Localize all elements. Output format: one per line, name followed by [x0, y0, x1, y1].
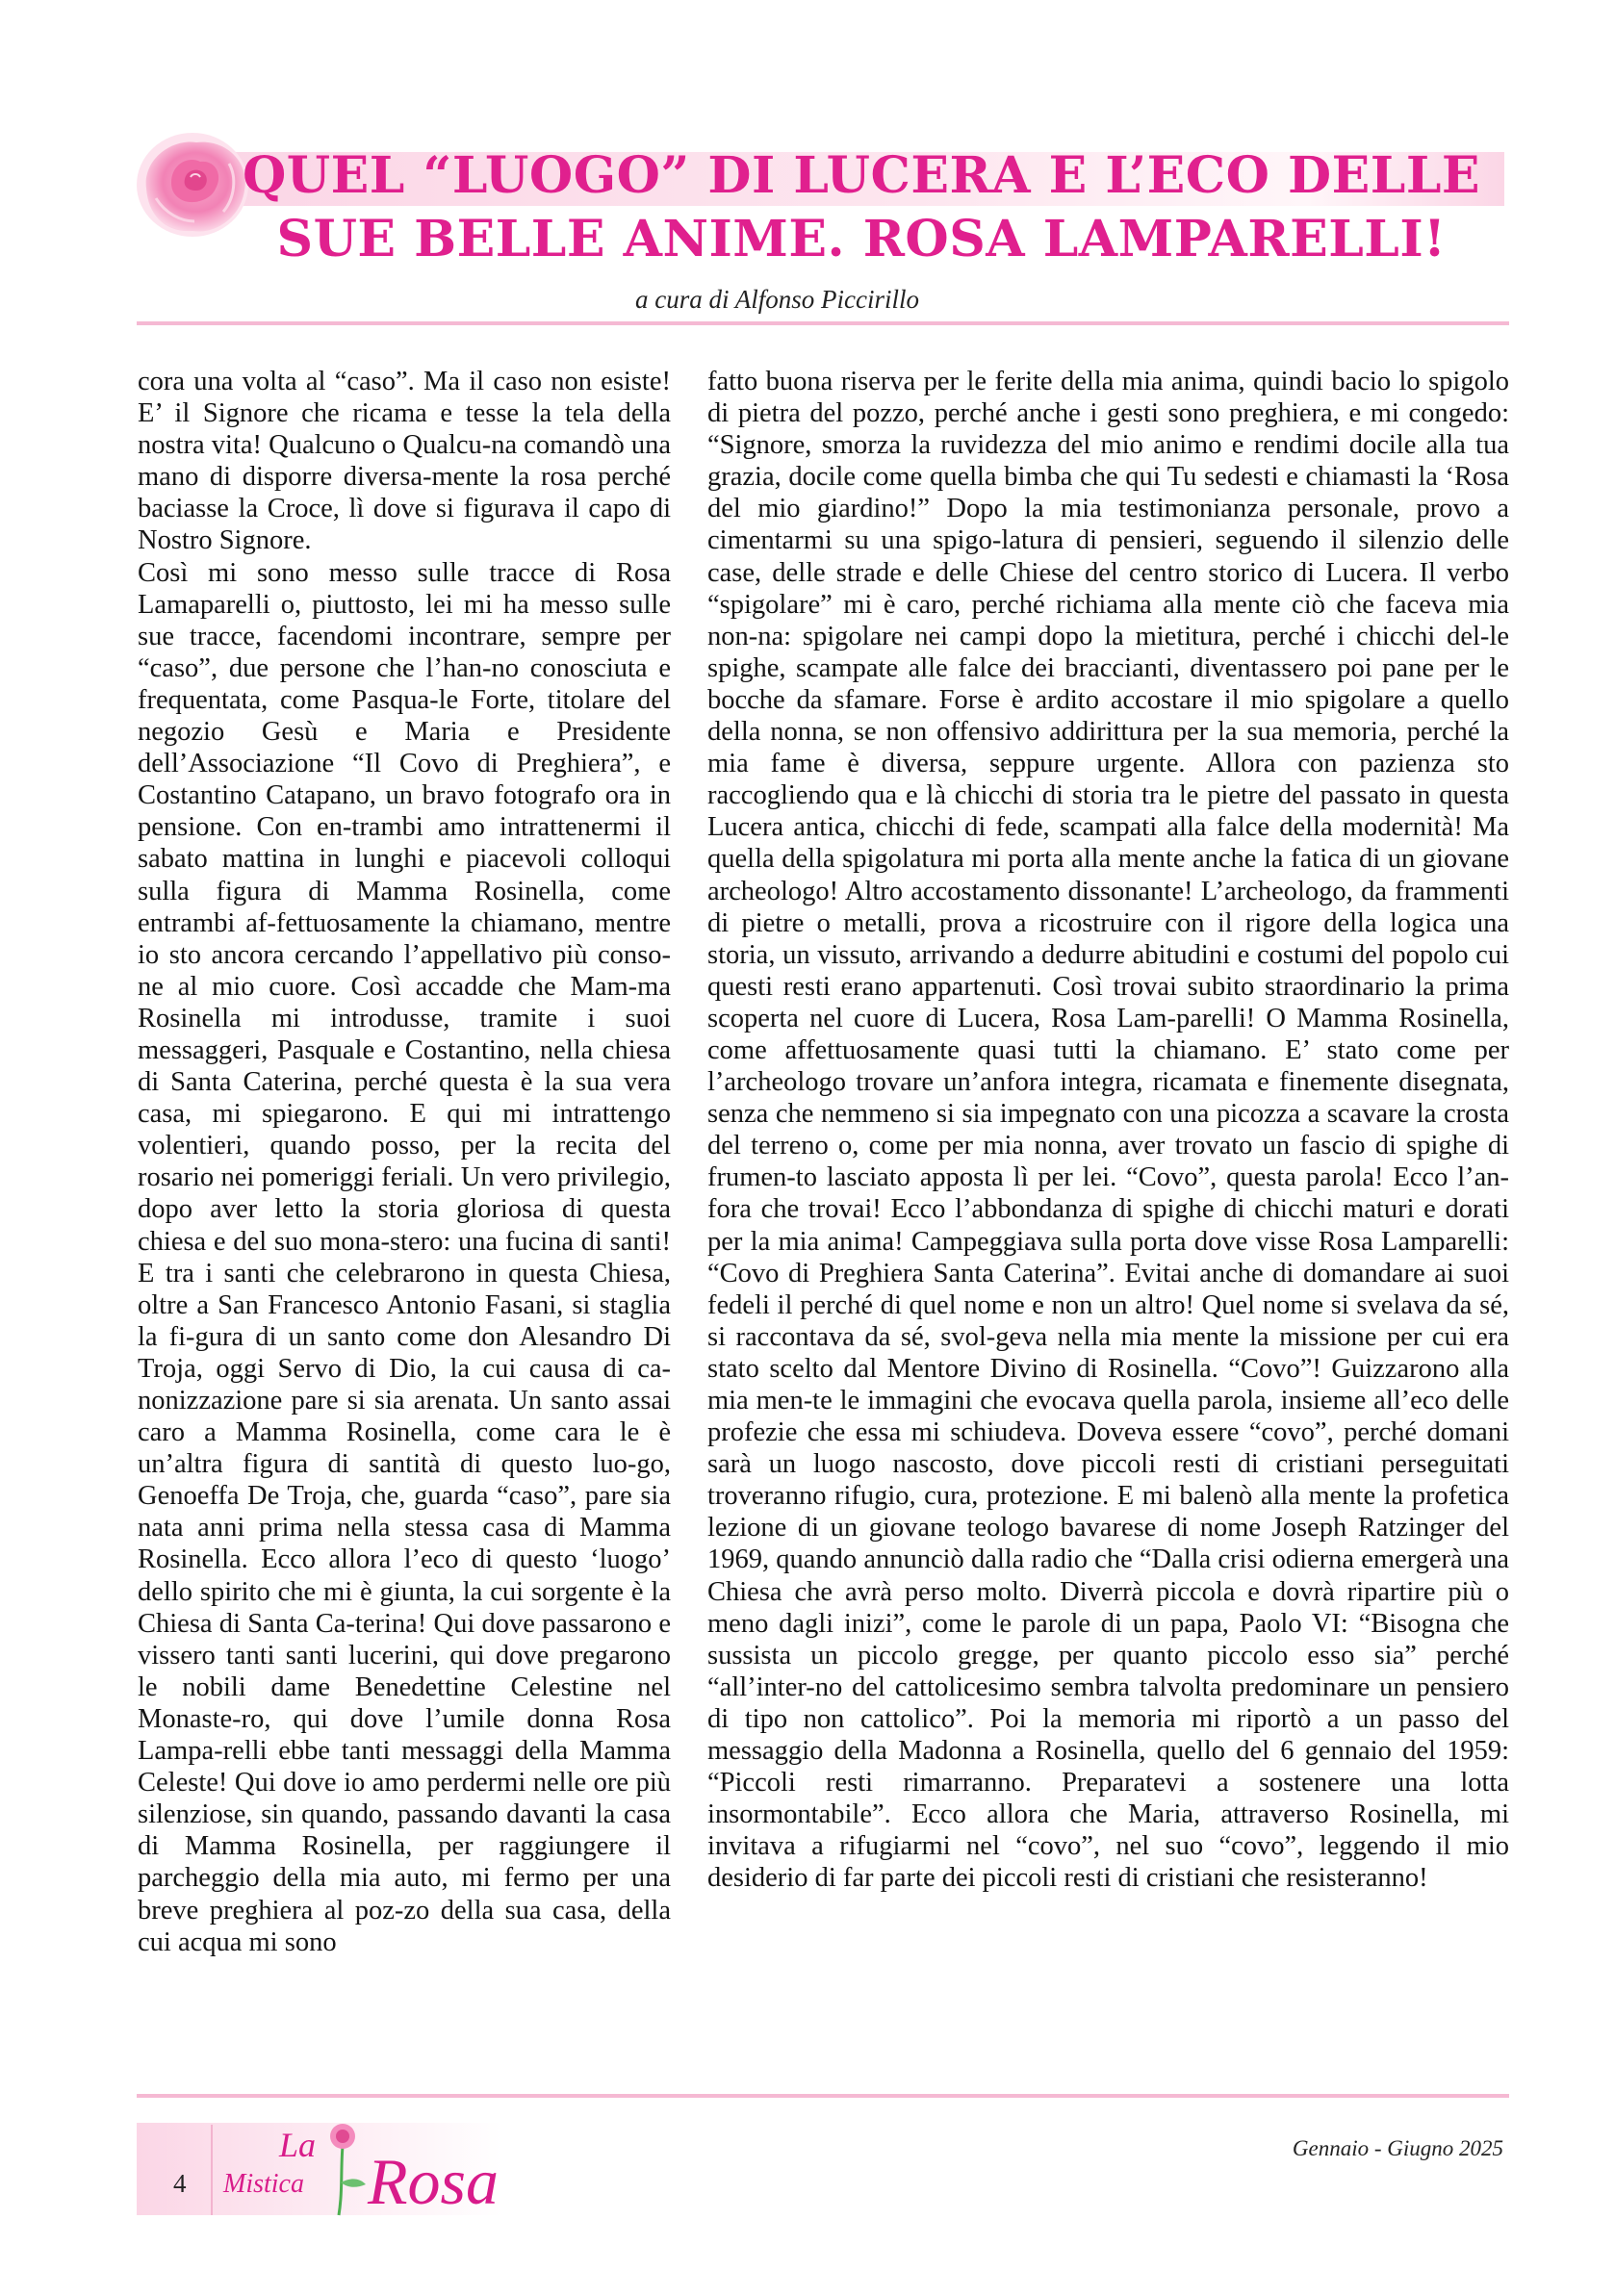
logo-text-mistica: Mistica [223, 2169, 304, 2199]
bottom-divider [137, 2094, 1509, 2098]
issue-date: Gennaio - Giugno 2025 [1292, 2136, 1503, 2160]
byline: a cura di Alfonso Piccirillo [635, 285, 919, 314]
left-column [138, 366, 671, 1958]
article-title [221, 144, 1501, 271]
right-column [707, 366, 1509, 1895]
title-line-2: SUE BELLE ANIME. ROSA LAMPARELLI! [276, 210, 1447, 268]
left-paragraph-1: cora una volta al “caso”. Ma il caso non esiste! E’ il Signore che ricama e tesse la tela della nostra vita! Qualcuno o Qualcu-na comandò una mano di disporre diversa-mente la rosa perché baciasse la Croce, lì dove si figurava il capo di Nostro Signore. [138, 367, 671, 556]
title-line-1: QUEL “LUOGO” DI LUCERA E L’ECO DELLE [242, 146, 1481, 205]
page-number: 4 [173, 2169, 187, 2198]
left-paragraph-2: Così mi sono messo sulle tracce di Rosa Lamaparelli o, piuttosto, lei mi ha messo sulle sue tracce, facendomi incontrare, sempre per “caso”, due persone che l’han-no conosciuta e frequentata, come Pasqua-le Forte, titolare del negozio Gesù e Maria e Presidente dell’Associazione “Il Covo di Preghiera”, e Costantino Catapano, un bravo fotografo ora in pensione. Con en-trambi amo intrattenermi il sabato mattina in lunghi e piacevoli colloqui sulla figura di Mamma Rosinella, come entrambi af-fettuosamente la chiamano, mentre io sto ancora cercando l’appellativo più conso-ne al mio cuore. Così accadde che Mam-ma Rosinella mi introdusse, tramite i suoi messaggeri, Pasquale e Costantino, nella chiesa di Santa Caterina, perché questa è la sua vera casa, mi spiegarono. E qui mi intrattengo volentieri, quando posso, per la recita del rosario nei pomeriggi feriali. Un vero privilegio, dopo aver letto la storia gloriosa di questa chiesa e del suo mona-stero: una fucina di santi! E tra i santi che celebrarono in questa Chiesa, oltre a San Francesco Antonio Fasani, si staglia la fi-gura di un santo come don Alesandro Di Troja, oggi Servo di Dio, la cui causa di ca-nonizzazione pare si sia arenata. Un santo assai caro a Mamma Rosinella, come cara le è un’altra figura di santità di questo luo-go, Genoeffa De Troja, che, guarda “caso”, pare sia nata anni prima nella stessa casa di Mamma Rosinella. Ecco allora l’eco di questo ‘luogo’ dello spirito che mi è giunta, la cui sorgente è la Chiesa di Santa Ca-terina! Qui dove passarono e vissero tanti santi lucerini, qui dove pregarono le nobili dame Benedettine Celestine nel Monaste-ro, qui dove l’umile donna Rosa Lampa-relli ebbe tanti messaggi della Mamma Celeste! Qui dove io amo perdermi nelle ore più silenziose, sin quando, passando davanti la casa di Mamma Rosinella, per raggiungere il parcheggio della mia auto, mi fermo per una breve preghiera al poz-zo della sua casa, della cui acqua mi sono [138, 557, 671, 1957]
logo-text-rosa: Rosa [368, 2145, 499, 2218]
top-divider [137, 321, 1509, 325]
right-paragraph-1: fatto buona riserva per le ferite della mia anima, quindi bacio lo spigolo di pietra del pozzo, perché anche i gesti sono preghiera, e mi congedo: “Signore, smorza la ruvidezza del mio animo e rendimi docile alla tua grazia, docile come quella bimba che qui Tu sedesti e chiamasti la ‘Rosa del mio giardino!” Dopo la mia testimonianza personale, provo a cimentarmi su una spigo-latura di pensieri, seguendo il silenzio delle case, delle strade e delle Chiese del centro storico di Lucera. Il verbo “spigolare” mi è caro, perché richiama alla mente ciò che faceva mia non-na: spigolare nei campi dopo la mietitura, perché i chicchi del-le spighe, scampate alle falce dei braccianti, diventassero poi pane per le bocche da sfamare. Forse è ardito accostare il mio spigolare a quello della nonna, se non offensivo addirittura per la sua memoria, perché la mia fame è diversa, seppure urgente. Allora con pazienza sto raccogliendo qua e là chicchi di storia tra le pietre del passato in questa Lucera antica, chicchi di fede, scampati alla falce della modernità! Ma quella della spigolatura mi porta alla mente anche la fatica di un giovane archeologo! Altro accostamento dissonante! L’archeologo, da frammenti di pietre o metalli, prova a ricostruire con il rigore della logica una storia, un vissuto, arrivando a dedurre abitudini e costumi del popolo cui questi resti erano appartenuti. Così trovai subito straordinario la prima scoperta nel cuore di Lucera, Rosa Lam-parelli! O Mamma Rosinella, come affettuosamente quasi tutti la chiamano. E’ stato come per l’archeologo trovare un’anfora integra, ricamata e finemente disegnata, senza che nemmeno si sia impegnato con una picozza a scavare la crosta del terreno o, come per mia nonna, aver trovato un fascio di spighe di frumen-to lasciato apposta lì per lei. “Covo”, questa parola! Ecco l’an-fora che trovai! Ecco l’abbondanza di spighe di chicchi maturi e dorati per la mia anima! Campeggiava sulla porta dove visse Rosa Lamparelli: “Covo di Preghiera Santa Caterina”. Evitai anche di domandare ai suoi fedeli il perché di quel nome e non un altro! Quel nome si svelava da sé, si raccontava da sé, svol-geva nella mia mente la missione per cui era stato scelto dal Mentore Divino di Rosinella. “Covo”! Guizzarono alla mia men-te le immagini che evocava quella parola, insieme all’eco delle profezie che essa mi schiudeva. Doveva essere “covo”, perché domani sarà un luogo nascosto, dove piccoli resti di cristiani perseguitati troveranno rifugio, cura, protezione. E mi balenò alla mente la profetica lezione di un giovane teologo bavarese di nome Joseph Ratzinger del 1969, quando annunciò dalla radio che “Dalla crisi odierna emergerà una Chiesa che avrà perso molto. Diverrà piccola e dovrà ripartire più o meno dagli inizi”, come le parole di un papa, Paolo VI: “Bisogna che sussista un piccolo gregge, per quanto piccolo esso sia” perché “all’inter-no del cattolicesimo sembra talvolta predominare un pensiero di tipo non cattolico”. Poi la memoria mi riportò a un passo del messaggio della Madonna a Rosinella, quello del 6 gennaio del 1959: “Piccoli resti rimarranno. Preparatevi a sostenere una lotta insormontabile”. Ecco allora che Maria, attraverso Rosinella, mi invitava a rifugiarmi nel “covo”, nel suo “covo”, leggendo il mio desiderio di far parte dei piccoli resti di cristiani che resisteranno! [707, 367, 1509, 1894]
logo-text-la: La [279, 2126, 317, 2164]
